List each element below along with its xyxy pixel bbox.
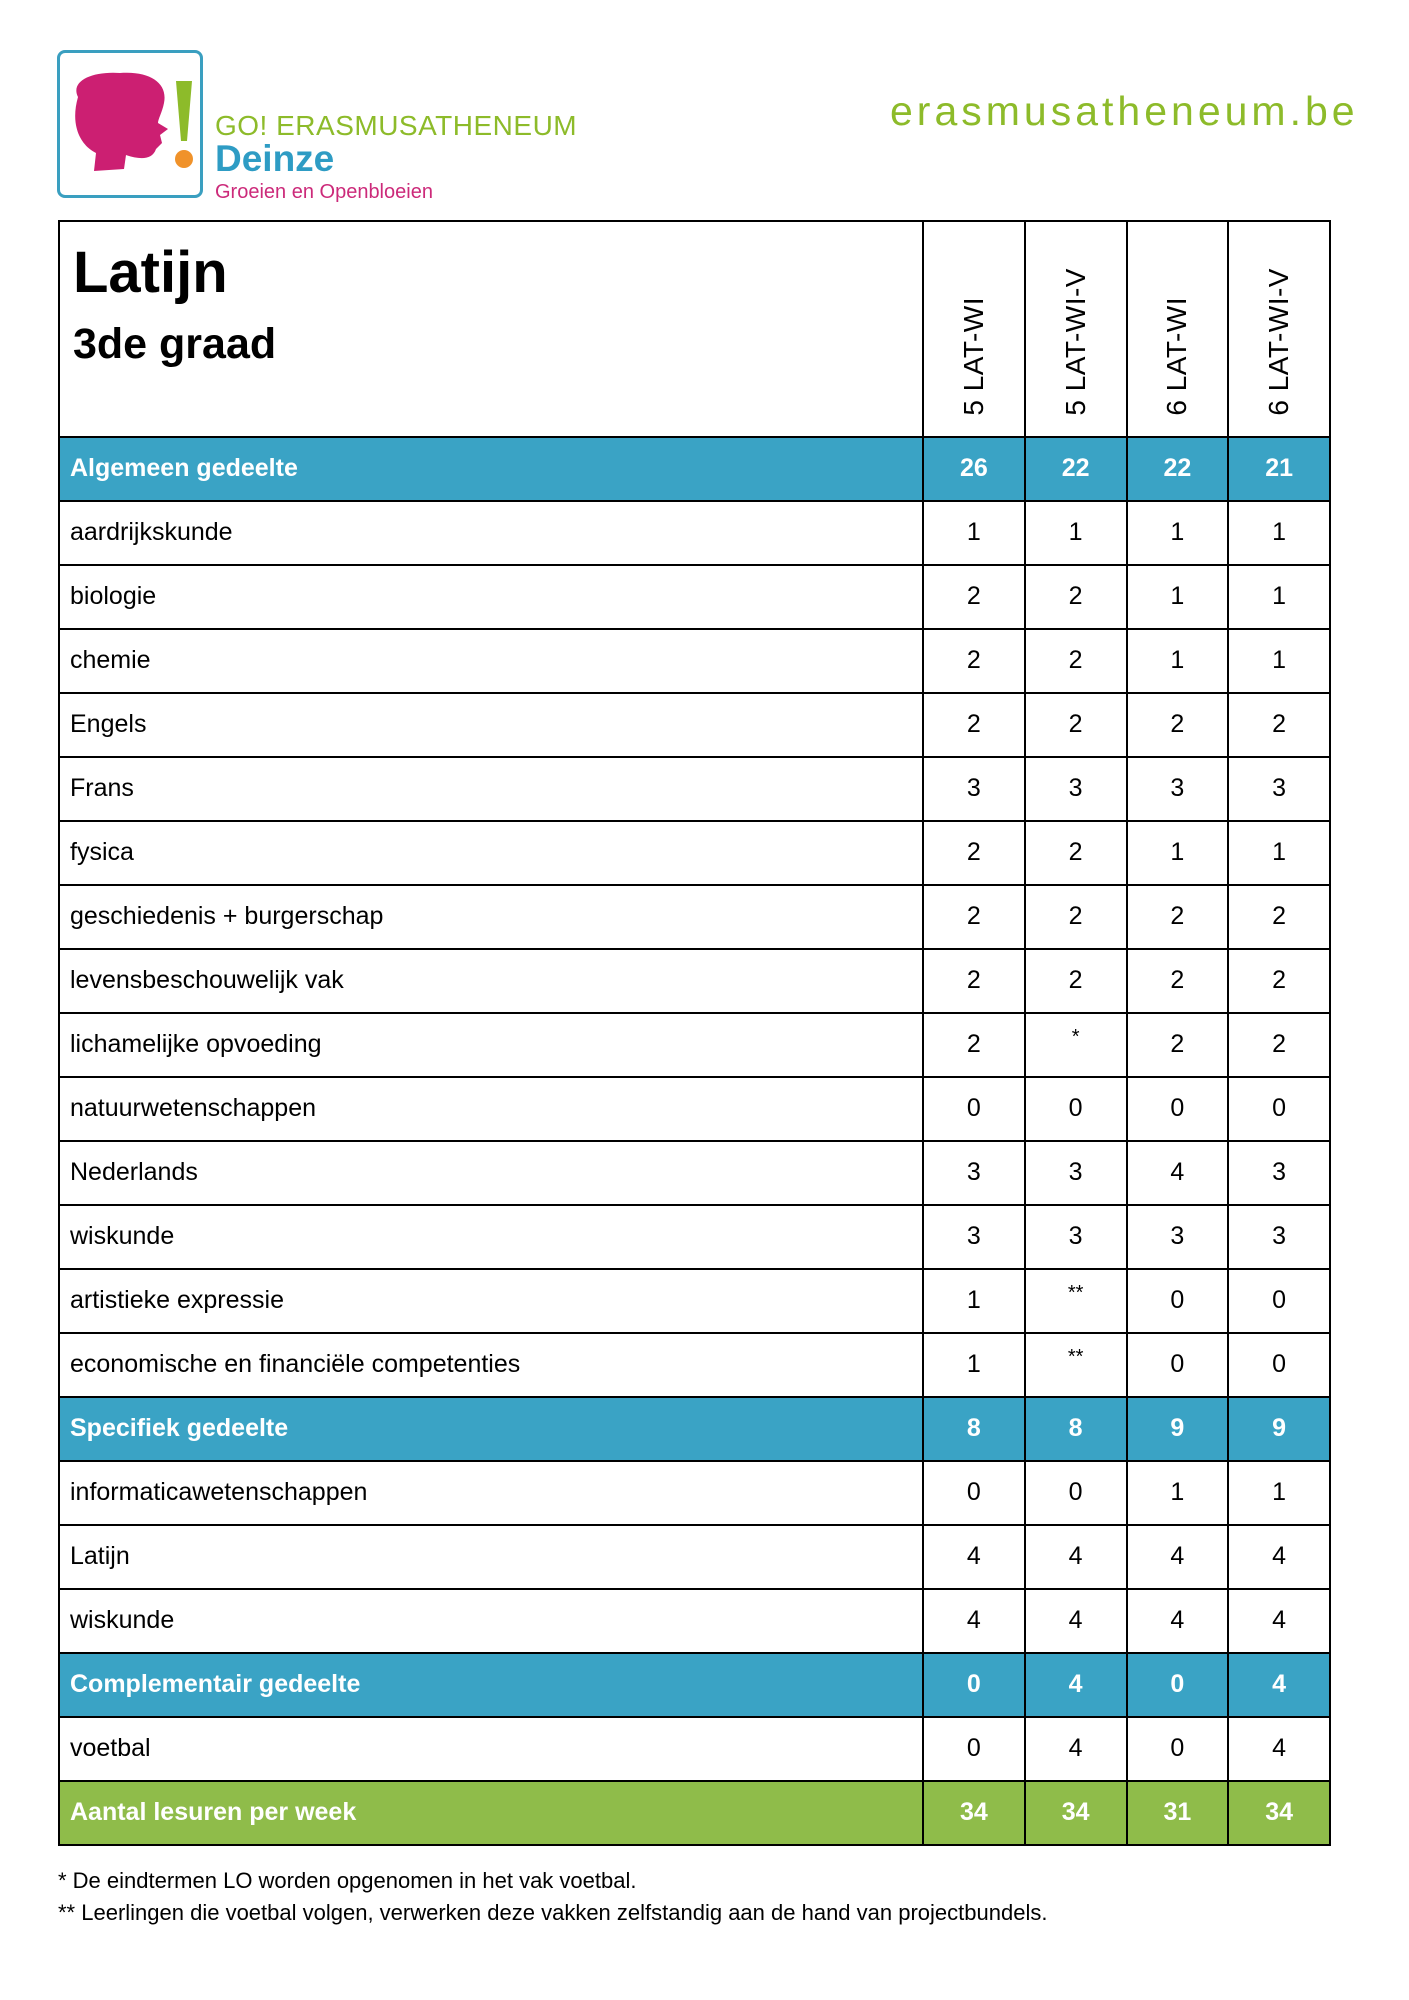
total-row bbox=[59, 1781, 1330, 1845]
hours-cell: 2 bbox=[923, 821, 1025, 885]
hours-cell: 3 bbox=[1127, 757, 1229, 821]
hours-cell: 4 bbox=[1025, 1525, 1127, 1589]
curriculum-table bbox=[58, 220, 1331, 1846]
hours-cell: ** bbox=[1025, 1269, 1127, 1333]
hours-cell: 22 bbox=[1127, 437, 1229, 501]
table-title-cell bbox=[59, 221, 923, 437]
hours-cell: 2 bbox=[1127, 1013, 1229, 1077]
subject-label: Nederlands bbox=[59, 1141, 923, 1205]
hours-cell: 3 bbox=[1228, 1205, 1330, 1269]
hours-cell: 1 bbox=[1228, 501, 1330, 565]
hours-cell: 0 bbox=[1127, 1653, 1229, 1717]
table-title: Latijn bbox=[73, 240, 228, 305]
table-header-row bbox=[59, 221, 1330, 437]
hours-cell: 31 bbox=[1127, 1781, 1229, 1845]
table-row bbox=[59, 757, 1330, 821]
table-row bbox=[59, 821, 1330, 885]
table-subtitle: 3de graad bbox=[73, 320, 277, 368]
hours-cell: 9 bbox=[1127, 1397, 1229, 1461]
hours-cell: 2 bbox=[923, 565, 1025, 629]
column-header-label: 6 LAT-WI-V bbox=[1263, 268, 1295, 416]
logo-school-name: GO! ERASMUSATHENEUM bbox=[215, 110, 578, 141]
subject-label: geschiedenis + burgerschap bbox=[59, 885, 923, 949]
table-row bbox=[59, 565, 1330, 629]
hours-cell: 1 bbox=[1127, 1461, 1229, 1525]
hours-cell: 34 bbox=[1228, 1781, 1330, 1845]
hours-cell: 8 bbox=[1025, 1397, 1127, 1461]
section-row bbox=[59, 1653, 1330, 1717]
hours-cell: 0 bbox=[1127, 1333, 1229, 1397]
hours-cell: 1 bbox=[1228, 821, 1330, 885]
hours-cell: 1 bbox=[1228, 629, 1330, 693]
hours-cell: 1 bbox=[1127, 565, 1229, 629]
hours-cell: 3 bbox=[1228, 1141, 1330, 1205]
hours-cell: 1 bbox=[923, 1333, 1025, 1397]
hours-cell: 2 bbox=[923, 1013, 1025, 1077]
table-row bbox=[59, 1141, 1330, 1205]
column-header bbox=[1228, 221, 1330, 437]
hours-cell: 2 bbox=[1228, 1013, 1330, 1077]
hours-cell: 1 bbox=[1127, 821, 1229, 885]
hours-cell: 0 bbox=[923, 1077, 1025, 1141]
hours-cell: * bbox=[1025, 1013, 1127, 1077]
table-row bbox=[59, 1525, 1330, 1589]
subject-label: lichamelijke opvoeding bbox=[59, 1013, 923, 1077]
hours-cell: 3 bbox=[923, 1205, 1025, 1269]
footnotes bbox=[58, 1865, 1047, 1929]
table-row bbox=[59, 1013, 1330, 1077]
hours-cell: 3 bbox=[1025, 1141, 1127, 1205]
table-row bbox=[59, 1269, 1330, 1333]
hours-cell: 34 bbox=[1025, 1781, 1127, 1845]
subject-label: Frans bbox=[59, 757, 923, 821]
table-row bbox=[59, 1461, 1330, 1525]
hours-cell: 4 bbox=[1127, 1141, 1229, 1205]
hours-cell: 3 bbox=[1025, 1205, 1127, 1269]
footnote: ** Leerlingen die voetbal volgen, verwerken deze vakken zelfstandig aan de hand van projectbundels. bbox=[58, 1900, 1048, 1925]
subject-label: fysica bbox=[59, 821, 923, 885]
subject-label: aardrijkskunde bbox=[59, 501, 923, 565]
table-row bbox=[59, 629, 1330, 693]
hours-cell: 3 bbox=[1127, 1205, 1229, 1269]
subject-label: voetbal bbox=[59, 1717, 923, 1781]
hours-cell: 2 bbox=[923, 949, 1025, 1013]
section-label: Algemeen gedeelte bbox=[59, 437, 923, 501]
column-header-label: 6 LAT-WI bbox=[1161, 297, 1193, 416]
table-row bbox=[59, 1077, 1330, 1141]
hours-cell: 8 bbox=[923, 1397, 1025, 1461]
section-label: Specifiek gedeelte bbox=[59, 1397, 923, 1461]
subject-label: informaticawetenschappen bbox=[59, 1461, 923, 1525]
hours-cell: 4 bbox=[1228, 1525, 1330, 1589]
hours-cell: 0 bbox=[1127, 1077, 1229, 1141]
subject-label: wiskunde bbox=[59, 1205, 923, 1269]
hours-cell: ** bbox=[1025, 1333, 1127, 1397]
hours-cell: 26 bbox=[923, 437, 1025, 501]
hours-cell: 4 bbox=[1228, 1717, 1330, 1781]
hours-cell: 0 bbox=[1025, 1077, 1127, 1141]
subject-label: wiskunde bbox=[59, 1589, 923, 1653]
hours-cell: 2 bbox=[1025, 885, 1127, 949]
section-row bbox=[59, 437, 1330, 501]
hours-cell: 2 bbox=[1025, 629, 1127, 693]
subject-label: Latijn bbox=[59, 1525, 923, 1589]
column-header-label: 5 LAT-WI bbox=[957, 297, 989, 416]
hours-cell: 4 bbox=[1127, 1525, 1229, 1589]
subject-label: economische en financiële competenties bbox=[59, 1333, 923, 1397]
table-row bbox=[59, 1205, 1330, 1269]
hours-cell: 3 bbox=[1228, 757, 1330, 821]
hours-cell: 2 bbox=[1127, 693, 1229, 757]
hours-cell: 4 bbox=[1127, 1589, 1229, 1653]
table-row bbox=[59, 949, 1330, 1013]
section-row bbox=[59, 1397, 1330, 1461]
hours-cell: 1 bbox=[1228, 565, 1330, 629]
hours-cell: 3 bbox=[923, 757, 1025, 821]
hours-cell: 2 bbox=[1025, 949, 1127, 1013]
hours-cell: 4 bbox=[1228, 1653, 1330, 1717]
footnote: * De eindtermen LO worden opgenomen in het vak voetbal. bbox=[58, 1868, 637, 1893]
table-row bbox=[59, 693, 1330, 757]
hours-cell: 2 bbox=[1127, 949, 1229, 1013]
subject-label: natuurwetenschappen bbox=[59, 1077, 923, 1141]
hours-cell: 1 bbox=[1127, 629, 1229, 693]
logo-city: Deinze bbox=[215, 138, 335, 179]
table-row bbox=[59, 1717, 1330, 1781]
hours-cell: 2 bbox=[1228, 693, 1330, 757]
hours-cell: 2 bbox=[923, 629, 1025, 693]
website-url: erasmusatheneum.be bbox=[890, 88, 1359, 134]
column-header-label: 5 LAT-WI-V bbox=[1059, 268, 1091, 416]
hours-cell: 0 bbox=[923, 1653, 1025, 1717]
hours-cell: 4 bbox=[1025, 1653, 1127, 1717]
subject-label: Engels bbox=[59, 693, 923, 757]
hours-cell: 1 bbox=[923, 501, 1025, 565]
hours-cell: 1 bbox=[1228, 1461, 1330, 1525]
hours-cell: 22 bbox=[1025, 437, 1127, 501]
hours-cell: 2 bbox=[1025, 565, 1127, 629]
hours-cell: 4 bbox=[1228, 1589, 1330, 1653]
hours-cell: 0 bbox=[923, 1717, 1025, 1781]
head-silhouette-icon bbox=[64, 67, 196, 185]
column-header bbox=[1127, 221, 1229, 437]
table-row bbox=[59, 501, 1330, 565]
column-header bbox=[1025, 221, 1127, 437]
hours-cell: 1 bbox=[1127, 501, 1229, 565]
hours-cell: 0 bbox=[923, 1461, 1025, 1525]
hours-cell: 3 bbox=[1025, 757, 1127, 821]
hours-cell: 2 bbox=[1228, 885, 1330, 949]
hours-cell: 0 bbox=[1127, 1717, 1229, 1781]
hours-cell: 3 bbox=[923, 1141, 1025, 1205]
logo-tagline: Groeien en Openbloeien bbox=[215, 181, 433, 203]
hours-cell: 0 bbox=[1127, 1269, 1229, 1333]
school-logo bbox=[57, 50, 577, 206]
hours-cell: 2 bbox=[923, 885, 1025, 949]
subject-label: biologie bbox=[59, 565, 923, 629]
hours-cell: 34 bbox=[923, 1781, 1025, 1845]
subject-label: chemie bbox=[59, 629, 923, 693]
hours-cell: 2 bbox=[1127, 885, 1229, 949]
hours-cell: 1 bbox=[923, 1269, 1025, 1333]
hours-cell: 2 bbox=[1025, 693, 1127, 757]
hours-cell: 0 bbox=[1025, 1461, 1127, 1525]
hours-cell: 4 bbox=[923, 1525, 1025, 1589]
hours-cell: 0 bbox=[1228, 1077, 1330, 1141]
hours-cell: 0 bbox=[1228, 1333, 1330, 1397]
table-row bbox=[59, 1589, 1330, 1653]
table-row bbox=[59, 1333, 1330, 1397]
logo-emblem bbox=[57, 50, 203, 198]
section-label: Aantal lesuren per week bbox=[59, 1781, 923, 1845]
column-header bbox=[923, 221, 1025, 437]
hours-cell: 4 bbox=[923, 1589, 1025, 1653]
subject-label: artistieke expressie bbox=[59, 1269, 923, 1333]
table-row bbox=[59, 885, 1330, 949]
hours-cell: 4 bbox=[1025, 1717, 1127, 1781]
section-label: Complementair gedeelte bbox=[59, 1653, 923, 1717]
hours-cell: 2 bbox=[1025, 821, 1127, 885]
hours-cell: 1 bbox=[1025, 501, 1127, 565]
hours-cell: 4 bbox=[1025, 1589, 1127, 1653]
hours-cell: 2 bbox=[1228, 949, 1330, 1013]
subject-label: levensbeschouwelijk vak bbox=[59, 949, 923, 1013]
hours-cell: 0 bbox=[1228, 1269, 1330, 1333]
hours-cell: 21 bbox=[1228, 437, 1330, 501]
hours-cell: 2 bbox=[923, 693, 1025, 757]
hours-cell: 9 bbox=[1228, 1397, 1330, 1461]
